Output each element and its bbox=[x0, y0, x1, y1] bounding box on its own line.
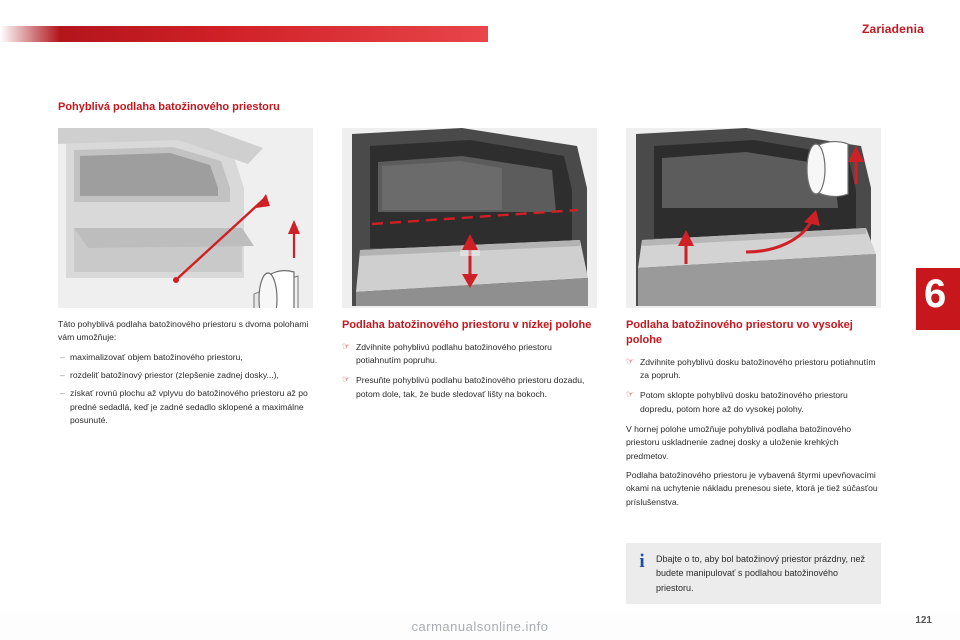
info-note-text: Dbajte o to, aby bol batožinový priestor prázdny, než budete manipulovať s podlahou batožinového priestoru. bbox=[656, 554, 865, 593]
boot-floor-overview-graphic bbox=[58, 128, 313, 308]
paragraph: V hornej polohe umožňuje pohyblivá podlaha batožinového priestoru uskladnenie zadnej dosky a uloženie krehkých predmetov. bbox=[626, 423, 852, 461]
chapter-number: 6 bbox=[924, 272, 947, 316]
illustration-boot-floor-overview bbox=[58, 128, 313, 308]
boot-floor-high-graphic bbox=[626, 128, 881, 308]
info-icon: i bbox=[639, 551, 645, 572]
column-one-body bbox=[58, 318, 313, 432]
list-item: ☞ Presuňte pohyblivú podlahu batožinového priestoru dozadu, potom dole, tak, že bude sledovať lišty na bokoch. bbox=[342, 374, 597, 401]
list-item: – rozdeliť batožinový priestor (zlepšenie zadnej dosky...), bbox=[58, 369, 313, 382]
column-two-title: Podlaha batožinového priestoru v nízkej polohe bbox=[342, 319, 592, 331]
page-section-title: Zariadenia bbox=[861, 22, 924, 36]
column-one-title: Pohyblivá podlaha batožinového priestoru bbox=[58, 101, 280, 113]
column-two-steps bbox=[342, 341, 597, 401]
column-three-title: Podlaha batožinového priestoru vo vysokej polohe bbox=[626, 319, 853, 346]
list-item: ☞ Potom sklopte pohyblivú dosku batožinového priestoru dopredu, potom hore až do vysokej polohy. bbox=[626, 389, 881, 416]
column-three-paragraphs bbox=[626, 423, 881, 509]
chapter-tab bbox=[916, 268, 960, 330]
column-one-bullets bbox=[58, 351, 313, 428]
illustration-boot-floor-low bbox=[342, 128, 597, 308]
paragraph: Podlaha batožinového priestoru je vybavená štyrmi upevňovacími okami na uchytenie nákladu prenesou siete, ktorá je tiež súčasťou príslušenstva. bbox=[626, 469, 878, 507]
list-item: ☞ Zdvihnite pohyblivú podlahu batožinového priestoru potiahnutím popruhu. bbox=[342, 341, 597, 368]
column-one bbox=[58, 100, 313, 123]
header-accent-bar-fade bbox=[0, 26, 60, 42]
info-note-box bbox=[626, 543, 881, 604]
list-item: – získať rovnú plochu až vplyvu do batožinového priestoru až po predné sedadlá, keď je zadné sedadlo sklopené a maximálne posunuté. bbox=[58, 387, 313, 427]
column-three bbox=[626, 318, 881, 515]
page-number: 121 bbox=[915, 615, 932, 626]
boot-floor-low-graphic bbox=[342, 128, 597, 308]
watermark: carmanualsonline.info bbox=[411, 619, 549, 634]
column-one-intro: Táto pohyblivá podlaha batožinového priestoru s dvoma polohami vám umožňuje: bbox=[58, 319, 309, 343]
list-item: – maximalizovať objem batožinového priestoru, bbox=[58, 351, 313, 364]
illustration-boot-floor-high bbox=[626, 128, 881, 308]
list-item: ☞ Zdvihnite pohyblivú dosku batožinového priestoru potiahnutím za popruh. bbox=[626, 356, 881, 383]
column-three-steps bbox=[626, 356, 881, 416]
column-two bbox=[342, 318, 597, 408]
header-accent-bar bbox=[0, 26, 488, 42]
